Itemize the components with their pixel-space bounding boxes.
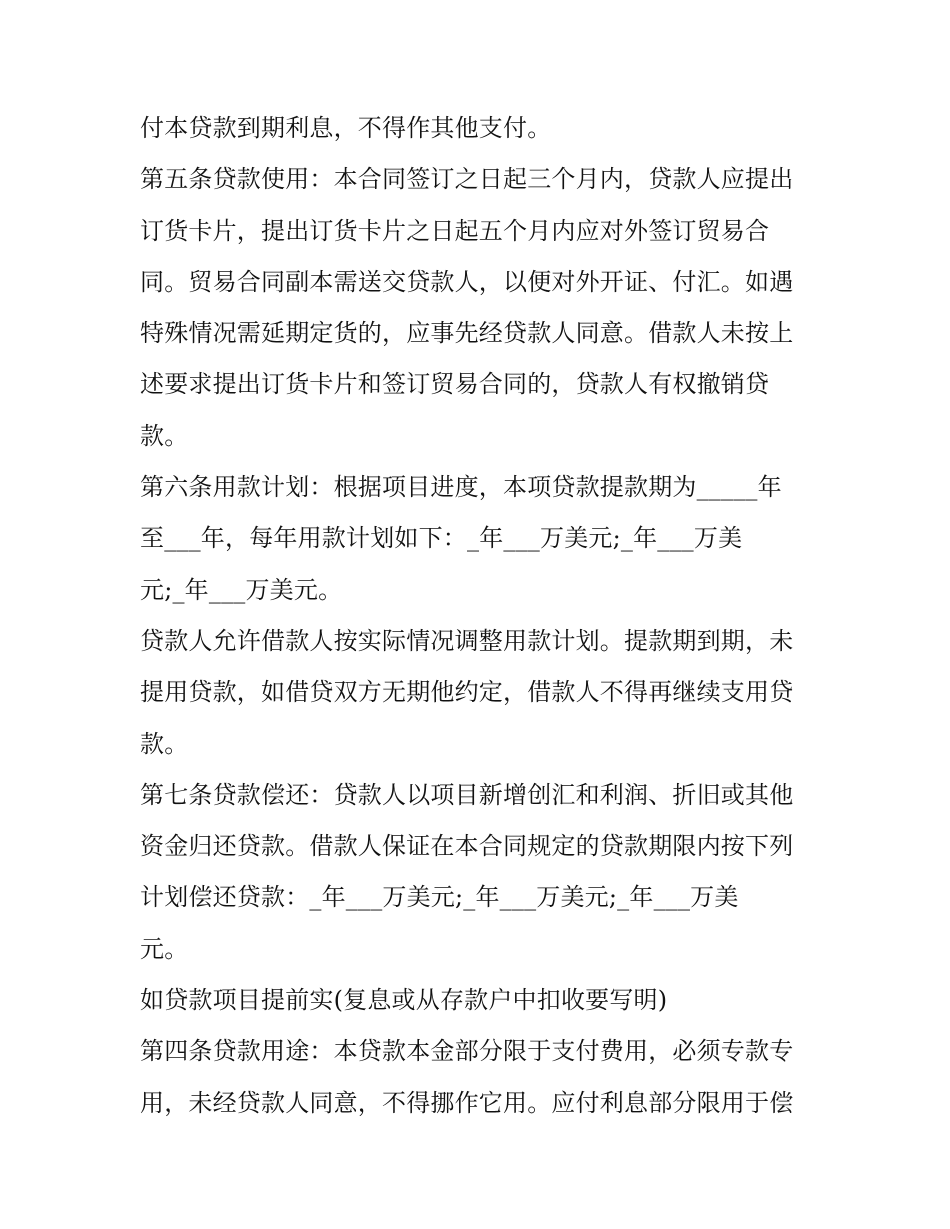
text-line: 款。 — [140, 421, 189, 450]
text-line: 付本贷款到期利息，不得作其他支付。 — [140, 114, 552, 142]
text-line: 述要求提出订货卡片和签订贸易合同的，贷款人有权撤销贷 — [140, 370, 770, 399]
text-line: 特殊情况需延期定货的，应事先经贷款人同意。借款人未按上 — [140, 319, 794, 348]
text-line: 元;_年___万美元。 — [140, 575, 343, 604]
text-line: 如贷款项目提前实(复息或从存款户中扣收要写明) — [140, 986, 668, 1015]
text-line: 计划偿还贷款：_年___万美元;_年___万美元;_年___万美 — [140, 883, 739, 912]
text-line: 第五条贷款使用：本合同签订之日起三个月内，贷款人应提出 — [140, 165, 794, 194]
text-line: 第六条用款计划：根据项目进度，本项贷款提款期为_____年 — [140, 473, 782, 502]
text-line: 订货卡片，提出订货卡片之日起五个月内应对外签订贸易合 — [140, 216, 770, 245]
text-line: 第四条贷款用途：本贷款本金部分限于支付费用，必须专款专 — [140, 1037, 794, 1066]
document-body — [140, 103, 820, 1129]
text-line: 款。 — [140, 729, 189, 758]
text-line: 资金归还贷款。借款人保证在本合同规定的贷款期限内按下列 — [140, 832, 794, 861]
text-line: 第七条贷款偿还：贷款人以项目新增创汇和利润、折旧或其他 — [140, 780, 794, 809]
text-line: 元。 — [140, 934, 189, 963]
text-line: 贷款人允许借款人按实际情况调整用款计划。提款期到期，未 — [140, 626, 794, 655]
text-line: 同。贸易合同副本需送交贷款人，以便对外开证、付汇。如遇 — [140, 267, 794, 296]
text-line: 用，未经贷款人同意，不得挪作它用。应付利息部分限用于偿 — [140, 1088, 794, 1117]
text-line: 至___年，每年用款计划如下：_年___万美元;_年___万美 — [140, 524, 743, 553]
text-line: 提用贷款，如借贷双方无期他约定，借款人不得再继续支用贷 — [140, 678, 794, 707]
